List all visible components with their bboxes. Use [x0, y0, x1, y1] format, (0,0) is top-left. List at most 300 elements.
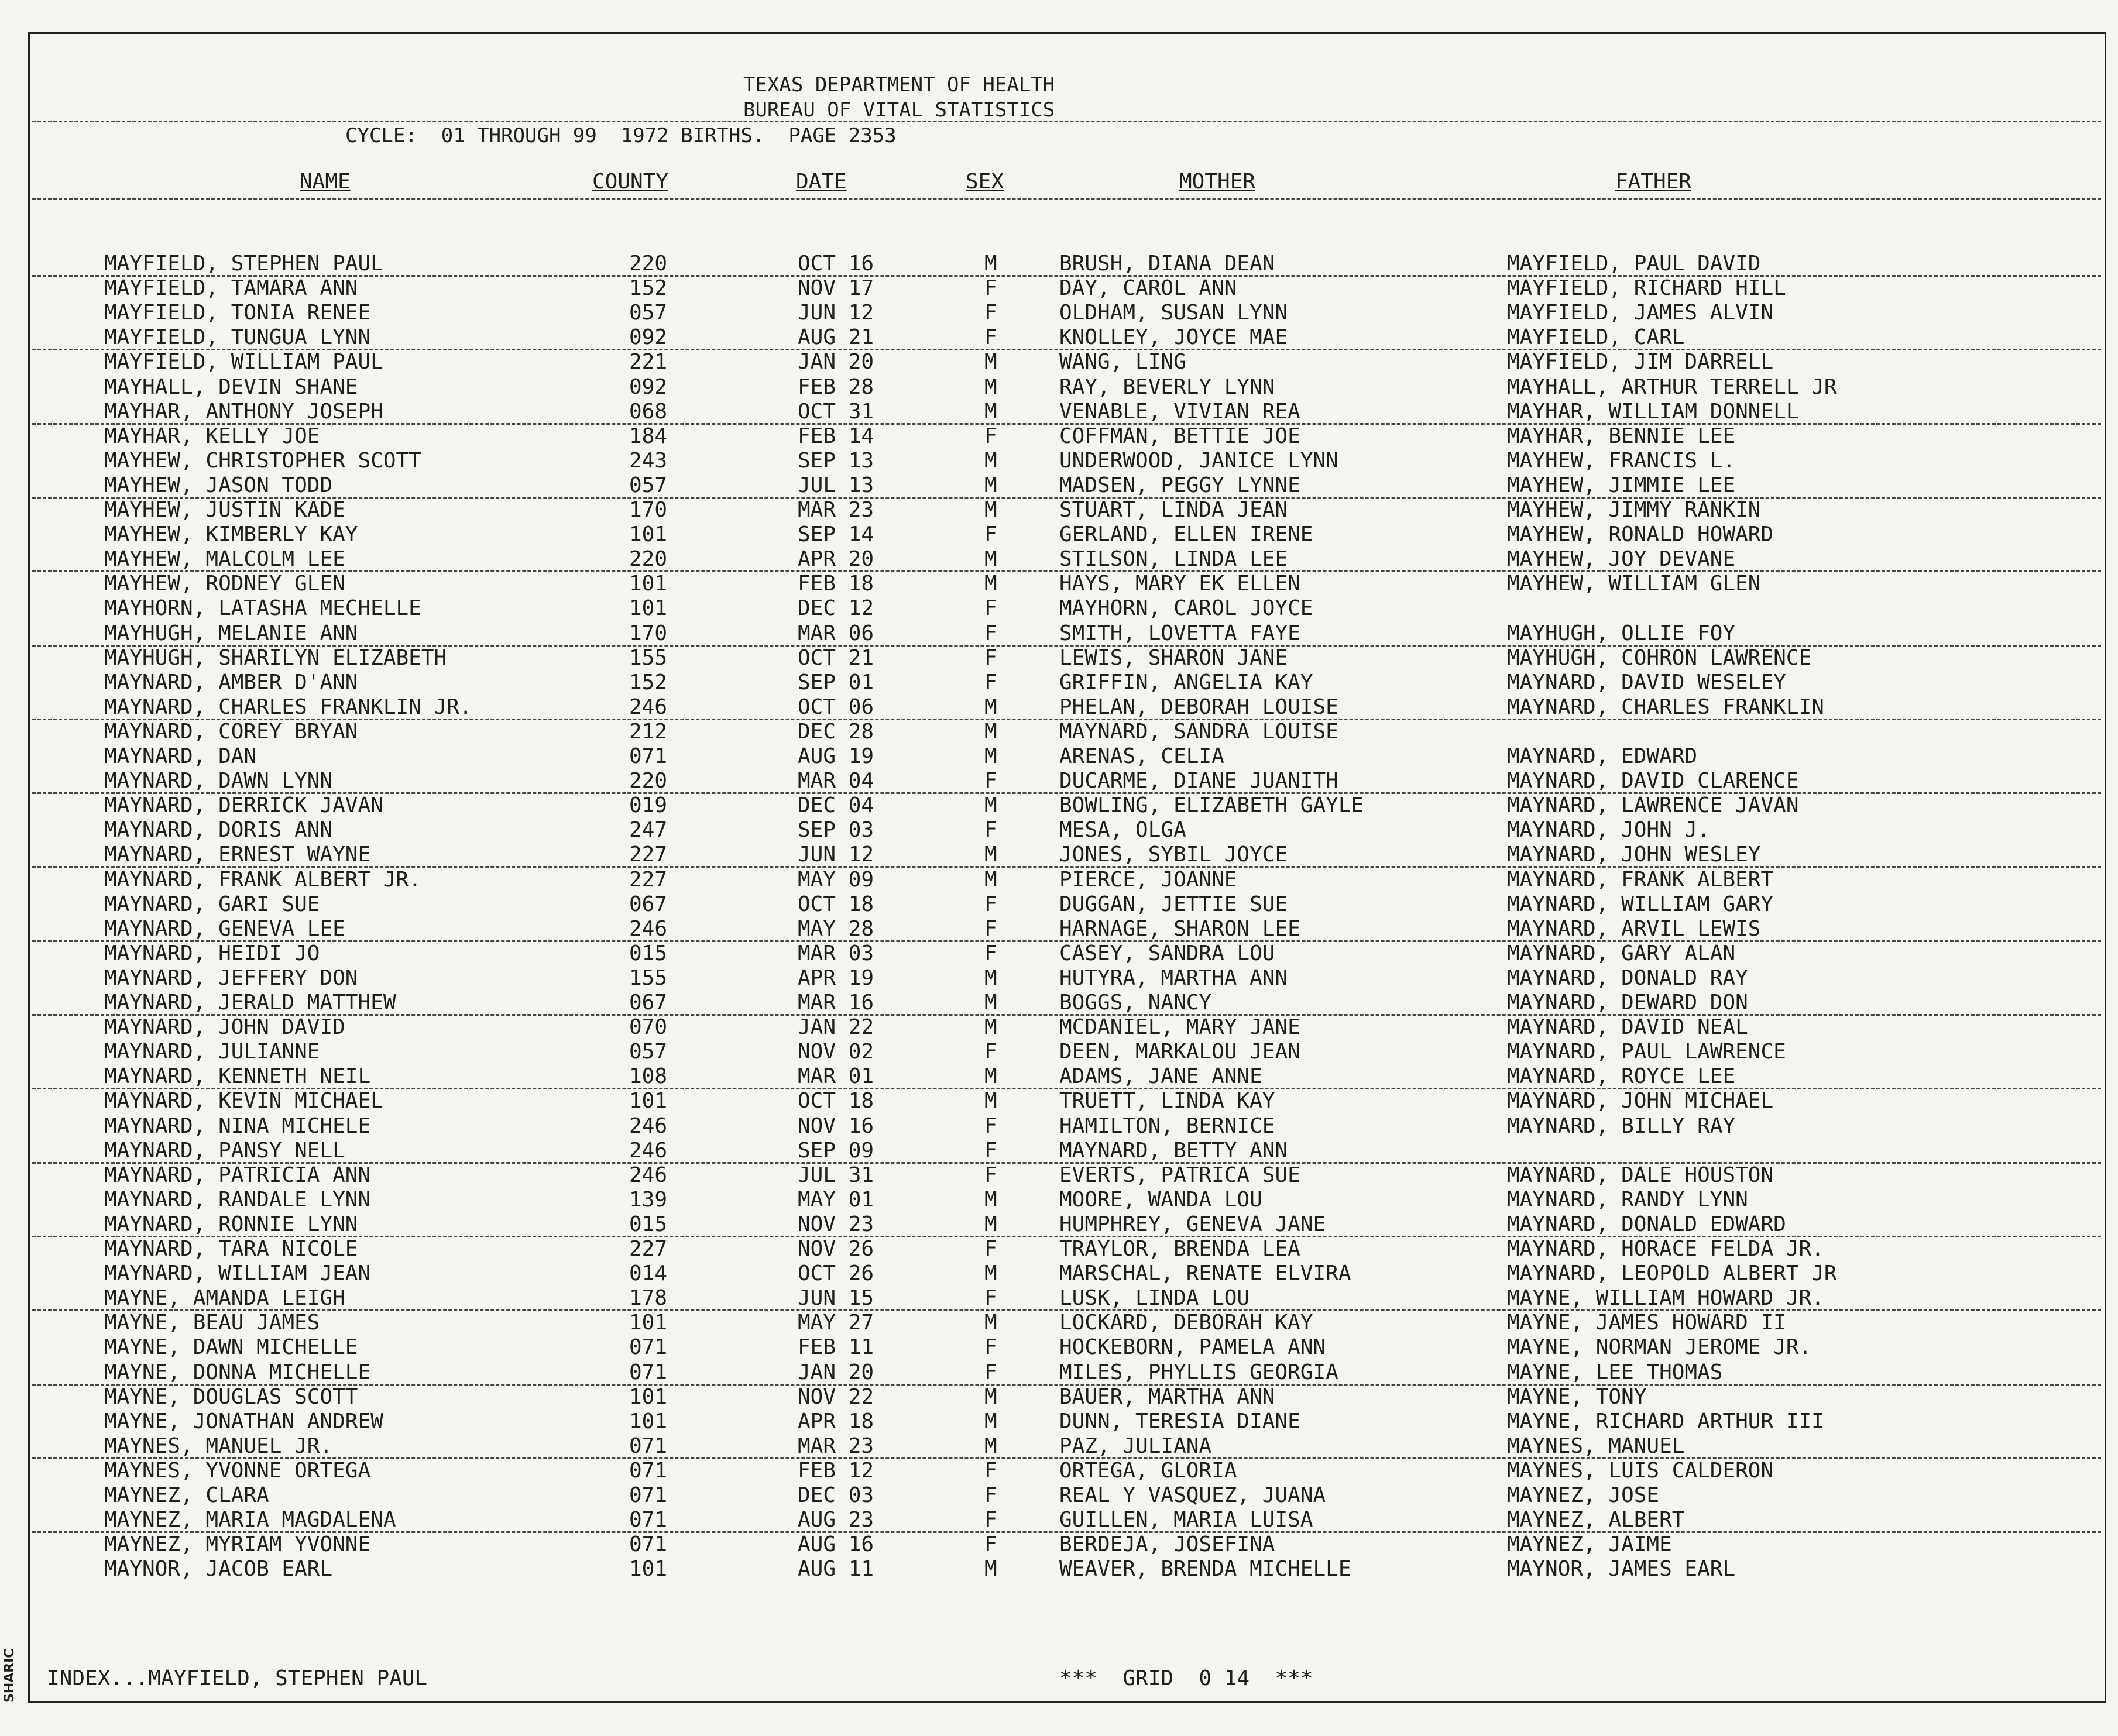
index-label: INDEX...MAYFIELD, STEPHEN PAUL [47, 1666, 428, 1690]
cell-name: MAYHEW, JUSTIN KADE [104, 498, 345, 522]
cell-name: MAYFIELD, TAMARA ANN [104, 276, 358, 301]
cell-county: 071 [629, 1458, 668, 1483]
cell-mother: DUCARME, DIANE JUANITH [1059, 769, 1338, 793]
cell-father: MAYNARD, ARVIL LEWIS [1507, 916, 1761, 941]
cell-father: MAYNARD, PAUL LAWRENCE [1507, 1040, 1786, 1064]
cell-name: MAYHAR, KELLY JOE [104, 424, 320, 448]
column-header-date: DATE [796, 170, 847, 194]
cell-date: JUL 31 [798, 1163, 874, 1187]
cell-sex: M [984, 1409, 997, 1434]
cell-sex: F [984, 1138, 997, 1163]
table-row [0, 350, 2118, 374]
cell-county: 015 [629, 941, 668, 965]
cell-county: 220 [629, 769, 668, 793]
cell-mother: HAYS, MARY EK ELLEN [1059, 572, 1300, 596]
cell-mother: PHELAN, DEBORAH LOUISE [1059, 695, 1338, 719]
table-row [0, 843, 2118, 867]
table-row [0, 375, 2118, 400]
cell-father: MAYNES, MANUEL [1507, 1434, 1685, 1458]
cell-name: MAYNARD, CHARLES FRANKLIN JR. [104, 695, 472, 719]
cell-name: MAYNARD, JEFFERY DON [104, 965, 358, 990]
cell-mother: OLDHAM, SUSAN LYNN [1059, 301, 1288, 325]
cell-father: MAYNARD, DAVID CLARENCE [1507, 769, 1799, 793]
table-row [0, 522, 2118, 547]
cell-mother: MARSCHAL, RENATE ELVIRA [1059, 1261, 1351, 1286]
cell-date: NOV 22 [798, 1384, 874, 1409]
cell-mother: COFFMAN, BETTIE JOE [1059, 424, 1300, 448]
cell-name: MAYNEZ, CLARA [104, 1483, 269, 1507]
cell-date: MAR 23 [798, 1434, 874, 1458]
cell-date: JAN 20 [798, 350, 874, 374]
cell-county: 101 [629, 1311, 668, 1335]
cell-sex: M [984, 1064, 997, 1089]
cell-name: MAYNARD, HEIDI JO [104, 941, 320, 965]
cell-sex: F [984, 1458, 997, 1483]
cell-date: APR 20 [798, 547, 874, 572]
cell-sex: F [984, 645, 997, 670]
cell-date: DEC 28 [798, 719, 874, 744]
cell-sex: F [984, 670, 997, 695]
cell-name: MAYNES, MANUEL JR. [104, 1434, 333, 1458]
cell-county: 071 [629, 744, 668, 768]
cell-date: JAN 22 [798, 1015, 874, 1040]
cell-name: MAYNARD, KEVIN MICHAEL [104, 1089, 383, 1113]
cell-name: MAYNARD, RANDALE LYNN [104, 1187, 371, 1212]
cell-name: MAYNARD, GARI SUE [104, 892, 320, 916]
cell-sex: M [984, 252, 997, 276]
cell-father: MAYNARD, BILLY RAY [1507, 1113, 1736, 1138]
cell-county: 246 [629, 695, 668, 719]
cell-county: 071 [629, 1508, 668, 1532]
cell-date: NOV 23 [798, 1212, 874, 1236]
cell-county: 178 [629, 1286, 668, 1311]
cell-mother: MOORE, WANDA LOU [1059, 1187, 1262, 1212]
cell-mother: LEWIS, SHARON JANE [1059, 645, 1288, 670]
table-row [0, 1261, 2118, 1286]
cell-sex: M [984, 744, 997, 768]
table-row [0, 1089, 2118, 1113]
cell-name: MAYHORN, LATASHA MECHELLE [104, 596, 421, 621]
table-row [0, 1015, 2118, 1040]
cell-date: AUG 23 [798, 1508, 874, 1532]
cell-name: MAYNARD, NINA MICHELE [104, 1113, 371, 1138]
cell-county: 057 [629, 301, 668, 325]
cell-county: 243 [629, 448, 668, 473]
cell-date: DEC 12 [798, 596, 874, 621]
cell-county: 070 [629, 1015, 668, 1040]
table-row [0, 1532, 2118, 1557]
cell-date: OCT 26 [798, 1261, 874, 1286]
cell-father: MAYNARD, DALE HOUSTON [1507, 1163, 1774, 1187]
cell-sex: F [984, 621, 997, 645]
side-mark: SHARIC [2, 1648, 17, 1703]
cell-name: MAYHEW, CHRISTOPHER SCOTT [104, 448, 421, 473]
cell-county: 067 [629, 991, 668, 1015]
cell-date: FEB 12 [798, 1458, 874, 1483]
cell-father: MAYHEW, RONALD HOWARD [1507, 522, 1774, 547]
table-row [0, 424, 2118, 449]
cell-county: 246 [629, 1138, 668, 1163]
cell-county: 247 [629, 818, 668, 843]
cell-sex: F [984, 1532, 997, 1557]
cell-county: 071 [629, 1434, 668, 1458]
cell-name: MAYNEZ, MARIA MAGDALENA [104, 1508, 396, 1532]
cell-date: MAR 01 [798, 1064, 874, 1089]
cell-name: MAYNARD, TARA NICOLE [104, 1237, 358, 1261]
cell-date: OCT 18 [798, 1089, 874, 1113]
table-row [0, 449, 2118, 473]
cell-father: MAYFIELD, JIM DARRELL [1507, 350, 1774, 374]
cell-father: MAYNARD, CHARLES FRANKLIN [1507, 695, 1824, 719]
cell-county: 227 [629, 1237, 668, 1261]
cell-mother: LOCKARD, DEBORAH KAY [1059, 1311, 1313, 1335]
cell-date: FEB 28 [798, 374, 874, 399]
table-row [0, 1139, 2118, 1163]
cell-father: MAYFIELD, CARL [1507, 325, 1685, 350]
cell-county: 057 [629, 473, 668, 497]
cell-date: OCT 31 [798, 399, 874, 424]
cell-name: MAYNE, DONNA MICHELLE [104, 1360, 371, 1384]
cell-father: MAYNE, JAMES HOWARD II [1507, 1311, 1786, 1335]
cell-father: MAYNARD, JOHN WESLEY [1507, 843, 1761, 867]
cell-name: MAYFIELD, WILLIAM PAUL [104, 350, 383, 374]
table-row [0, 301, 2118, 325]
cell-father: MAYNARD, DONALD EDWARD [1507, 1212, 1786, 1236]
cell-sex: F [984, 276, 997, 301]
table-row [0, 1557, 2118, 1582]
cell-father: MAYNARD, DAVID NEAL [1507, 1015, 1748, 1040]
cell-sex: F [984, 522, 997, 547]
cell-date: MAY 28 [798, 916, 874, 941]
cell-name: MAYFIELD, TONIA RENEE [104, 301, 371, 325]
cell-county: 152 [629, 670, 668, 695]
cell-date: NOV 26 [798, 1237, 874, 1261]
cell-father: MAYHUGH, OLLIE FOY [1507, 621, 1736, 645]
cell-name: MAYHUGH, MELANIE ANN [104, 621, 358, 645]
table-row [0, 695, 2118, 720]
cell-date: NOV 02 [798, 1040, 874, 1064]
cell-date: MAY 01 [798, 1187, 874, 1212]
cell-name: MAYNARD, DAN [104, 744, 257, 768]
cell-father: MAYHEW, WILLIAM GLEN [1507, 572, 1761, 596]
table-row [0, 1434, 2118, 1459]
cell-sex: F [984, 1335, 997, 1360]
cell-sex: F [984, 1237, 997, 1261]
cell-father: MAYNEZ, JOSE [1507, 1483, 1660, 1507]
cell-date: OCT 21 [798, 645, 874, 670]
cell-county: 071 [629, 1360, 668, 1384]
cell-mother: SMITH, LOVETTA FAYE [1059, 621, 1300, 645]
cell-county: 220 [629, 252, 668, 276]
cell-county: 212 [629, 719, 668, 744]
cell-father: MAYNARD, HORACE FELDA JR. [1507, 1237, 1824, 1261]
cell-mother: HOCKEBORN, PAMELA ANN [1059, 1335, 1326, 1360]
cell-mother: MILES, PHYLLIS GEORGIA [1059, 1360, 1338, 1384]
cell-county: 170 [629, 621, 668, 645]
column-header-mother: MOTHER [1179, 170, 1256, 194]
table-row [0, 941, 2118, 966]
cell-name: MAYNARD, JOHN DAVID [104, 1015, 345, 1040]
cell-father: MAYNE, TONY [1507, 1384, 1647, 1409]
cell-mother: TRUETT, LINDA KAY [1059, 1089, 1275, 1113]
cell-mother: HAMILTON, BERNICE [1059, 1113, 1275, 1138]
grid-label: *** GRID 0 14 *** [1059, 1666, 1313, 1690]
cell-sex: M [984, 843, 997, 867]
cell-father: MAYNARD, DEWARD DON [1507, 991, 1748, 1015]
cell-name: MAYNARD, PANSY NELL [104, 1138, 345, 1163]
cell-father: MAYNOR, JAMES EARL [1507, 1557, 1736, 1582]
cell-mother: HARNAGE, SHARON LEE [1059, 916, 1300, 941]
cell-father: MAYFIELD, JAMES ALVIN [1507, 301, 1774, 325]
cell-county: 227 [629, 843, 668, 867]
table-row [0, 1311, 2118, 1335]
cell-mother: DEEN, MARKALOU JEAN [1059, 1040, 1300, 1064]
cell-father: MAYNARD, GARY ALAN [1507, 941, 1736, 965]
cell-date: OCT 18 [798, 892, 874, 916]
table-row [0, 1237, 2118, 1261]
cell-sex: F [984, 325, 997, 350]
table-row [0, 498, 2118, 522]
cell-county: 057 [629, 1040, 668, 1064]
table-row [0, 917, 2118, 941]
cell-date: MAR 03 [798, 941, 874, 965]
cell-mother: WANG, LING [1059, 350, 1186, 374]
cell-county: 227 [629, 867, 668, 892]
cell-mother: BOWLING, ELIZABETH GAYLE [1059, 793, 1364, 818]
cell-father: MAYNE, NORMAN JEROME JR. [1507, 1335, 1812, 1360]
cell-county: 101 [629, 572, 668, 596]
cell-date: AUG 11 [798, 1557, 874, 1582]
cell-date: AUG 21 [798, 325, 874, 350]
cell-sex: M [984, 1089, 997, 1113]
cell-county: 152 [629, 276, 668, 301]
cell-name: MAYNE, AMANDA LEIGH [104, 1286, 345, 1311]
cell-date: JUN 15 [798, 1286, 874, 1311]
table-row [0, 572, 2118, 596]
cell-name: MAYNARD, WILLIAM JEAN [104, 1261, 371, 1286]
cell-county: 101 [629, 1384, 668, 1409]
cell-county: 108 [629, 1064, 668, 1089]
cell-father: MAYNARD, ROYCE LEE [1507, 1064, 1736, 1089]
cell-name: MAYFIELD, STEPHEN PAUL [104, 252, 383, 276]
cell-county: 221 [629, 350, 668, 374]
cell-name: MAYNARD, FRANK ALBERT JR. [104, 867, 421, 892]
table-row [0, 621, 2118, 646]
cell-mother: TRAYLOR, BRENDA LEA [1059, 1237, 1300, 1261]
cell-mother: CASEY, SANDRA LOU [1059, 941, 1275, 965]
cell-date: DEC 03 [798, 1483, 874, 1507]
cell-father: MAYHEW, FRANCIS L. [1507, 448, 1736, 473]
table-row [0, 1410, 2118, 1434]
table-row [0, 1459, 2118, 1483]
cell-mother: ORTEGA, GLORIA [1059, 1458, 1237, 1483]
cell-mother: GRIFFIN, ANGELIA KAY [1059, 670, 1313, 695]
cell-name: MAYNE, DOUGLAS SCOTT [104, 1384, 358, 1409]
table-row [0, 991, 2118, 1015]
cell-father: MAYNARD, FRANK ALBERT [1507, 867, 1774, 892]
table-row [0, 1188, 2118, 1212]
cell-sex: F [984, 1040, 997, 1064]
cell-date: JUN 12 [798, 843, 874, 867]
cell-mother: STILSON, LINDA LEE [1059, 547, 1288, 572]
cell-mother: MESA, OLGA [1059, 818, 1186, 843]
table-row [0, 646, 2118, 671]
cell-mother: MADSEN, PEGGY LYNNE [1059, 473, 1300, 497]
cell-father: MAYNARD, RANDY LYNN [1507, 1187, 1748, 1212]
cell-name: MAYFIELD, TUNGUA LYNN [104, 325, 371, 350]
cell-date: FEB 11 [798, 1335, 874, 1360]
cell-sex: F [984, 916, 997, 941]
cell-sex: M [984, 991, 997, 1015]
cell-date: MAY 27 [798, 1311, 874, 1335]
cell-mother: GERLAND, ELLEN IRENE [1059, 522, 1313, 547]
cell-name: MAYNE, JONATHAN ANDREW [104, 1409, 383, 1434]
cell-sex: F [984, 1483, 997, 1507]
table-row [0, 1508, 2118, 1532]
cell-name: MAYHEW, MALCOLM LEE [104, 547, 345, 572]
cell-county: 170 [629, 498, 668, 522]
table-row [0, 720, 2118, 744]
column-header-county: COUNTY [592, 170, 669, 194]
table-row [0, 1163, 2118, 1188]
cell-county: 071 [629, 1335, 668, 1360]
cell-county: 101 [629, 1089, 668, 1113]
cell-sex: M [984, 399, 997, 424]
table-row [0, 1335, 2118, 1360]
cell-father: MAYNES, LUIS CALDERON [1507, 1458, 1774, 1483]
cell-sex: M [984, 374, 997, 399]
cell-sex: F [984, 1113, 997, 1138]
cell-date: JUL 13 [798, 473, 874, 497]
table-row [0, 400, 2118, 424]
cell-sex: F [984, 769, 997, 793]
cell-name: MAYNARD, DAWN LYNN [104, 769, 333, 793]
cycle-line: CYCLE: 01 THROUGH 99 1972 BIRTHS. PAGE 2353 [345, 124, 897, 147]
cell-name: MAYHEW, RODNEY GLEN [104, 572, 345, 596]
cell-name: MAYNARD, ERNEST WAYNE [104, 843, 371, 867]
cell-father: MAYNARD, EDWARD [1507, 744, 1698, 768]
cell-county: 246 [629, 1163, 668, 1187]
table-row [0, 868, 2118, 892]
cell-sex: M [984, 498, 997, 522]
cell-name: MAYNOR, JACOB EARL [104, 1557, 333, 1582]
table-row [0, 769, 2118, 793]
cell-mother: MAYHORN, CAROL JOYCE [1059, 596, 1313, 621]
cell-mother: MCDANIEL, MARY JANE [1059, 1015, 1300, 1040]
cell-name: MAYNARD, AMBER D'ANN [104, 670, 358, 695]
cell-date: SEP 14 [798, 522, 874, 547]
cell-father: MAYNARD, JOHN J. [1507, 818, 1710, 843]
cell-father: MAYNEZ, ALBERT [1507, 1508, 1685, 1532]
cell-father: MAYFIELD, RICHARD HILL [1507, 276, 1786, 301]
table-row [0, 1212, 2118, 1237]
cell-mother: GUILLEN, MARIA LUISA [1059, 1508, 1313, 1532]
cell-father: MAYNARD, JOHN MICHAEL [1507, 1089, 1774, 1113]
cell-sex: F [984, 941, 997, 965]
cell-date: SEP 01 [798, 670, 874, 695]
cell-county: 092 [629, 374, 668, 399]
cell-mother: HUMPHREY, GENEVA JANE [1059, 1212, 1326, 1236]
cell-mother: BOGGS, NANCY [1059, 991, 1212, 1015]
cell-date: AUG 16 [798, 1532, 874, 1557]
cell-name: MAYNARD, DERRICK JAVAN [104, 793, 383, 818]
cell-mother: BAUER, MARTHA ANN [1059, 1384, 1275, 1409]
table-row [0, 1360, 2118, 1385]
column-header-name: NAME [300, 170, 351, 194]
department-title: TEXAS DEPARTMENT OF HEALTH [743, 73, 1055, 97]
cell-sex: F [984, 301, 997, 325]
cell-name: MAYHEW, KIMBERLY KAY [104, 522, 358, 547]
cell-mother: JONES, SYBIL JOYCE [1059, 843, 1288, 867]
cell-date: AUG 19 [798, 744, 874, 768]
cell-name: MAYNARD, COREY BRYAN [104, 719, 358, 744]
table-row [0, 892, 2118, 917]
cell-sex: F [984, 1508, 997, 1532]
table-row [0, 1064, 2118, 1089]
cell-father: MAYHEW, JIMMY RANKIN [1507, 498, 1761, 522]
cell-county: 155 [629, 965, 668, 990]
cell-county: 068 [629, 399, 668, 424]
cell-county: 184 [629, 424, 668, 448]
cell-father: MAYHALL, ARTHUR TERRELL JR [1507, 374, 1837, 399]
bureau-title: BUREAU OF VITAL STATISTICS [743, 98, 1055, 122]
table-row [0, 1040, 2118, 1064]
cell-date: OCT 06 [798, 695, 874, 719]
cell-mother: DAY, CAROL ANN [1059, 276, 1237, 301]
cell-name: MAYNES, YVONNE ORTEGA [104, 1458, 371, 1483]
cell-father: MAYNARD, LEOPOLD ALBERT JR [1507, 1261, 1837, 1286]
cell-mother: DUNN, TERESIA DIANE [1059, 1409, 1300, 1434]
cell-sex: M [984, 473, 997, 497]
cell-sex: M [984, 867, 997, 892]
cell-father: MAYNARD, LAWRENCE JAVAN [1507, 793, 1799, 818]
cell-date: APR 19 [798, 965, 874, 990]
cell-mother: BRUSH, DIANA DEAN [1059, 252, 1275, 276]
cell-mother: PAZ, JULIANA [1059, 1434, 1212, 1458]
cell-sex: M [984, 448, 997, 473]
cell-father: MAYNARD, DAVID WESELEY [1507, 670, 1786, 695]
table-row [0, 744, 2118, 769]
cell-mother: UNDERWOOD, JANICE LYNN [1059, 448, 1338, 473]
cell-sex: M [984, 547, 997, 572]
cell-date: SEP 13 [798, 448, 874, 473]
cell-county: 246 [629, 1113, 668, 1138]
cell-father: MAYHAR, BENNIE LEE [1507, 424, 1736, 448]
cell-date: MAR 04 [798, 769, 874, 793]
table-row [0, 793, 2118, 818]
cell-sex: M [984, 350, 997, 374]
cell-sex: M [984, 695, 997, 719]
table-row [0, 325, 2118, 350]
cell-date: JUN 12 [798, 301, 874, 325]
cell-mother: EVERTS, PATRICA SUE [1059, 1163, 1300, 1187]
cell-date: NOV 17 [798, 276, 874, 301]
cell-county: 071 [629, 1532, 668, 1557]
table-row [0, 1114, 2118, 1139]
cell-name: MAYNARD, JERALD MATTHEW [104, 991, 396, 1015]
cell-name: MAYHALL, DEVIN SHANE [104, 374, 358, 399]
cell-father: MAYNARD, WILLIAM GARY [1507, 892, 1774, 916]
cell-sex: F [984, 818, 997, 843]
cell-mother: BERDEJA, JOSEFINA [1059, 1532, 1275, 1557]
table-row [0, 966, 2118, 991]
cell-date: FEB 18 [798, 572, 874, 596]
cell-name: MAYHEW, JASON TODD [104, 473, 333, 497]
cell-mother: MAYNARD, BETTY ANN [1059, 1138, 1288, 1163]
cell-county: 139 [629, 1187, 668, 1212]
cell-name: MAYHUGH, SHARILYN ELIZABETH [104, 645, 447, 670]
table-row [0, 818, 2118, 843]
